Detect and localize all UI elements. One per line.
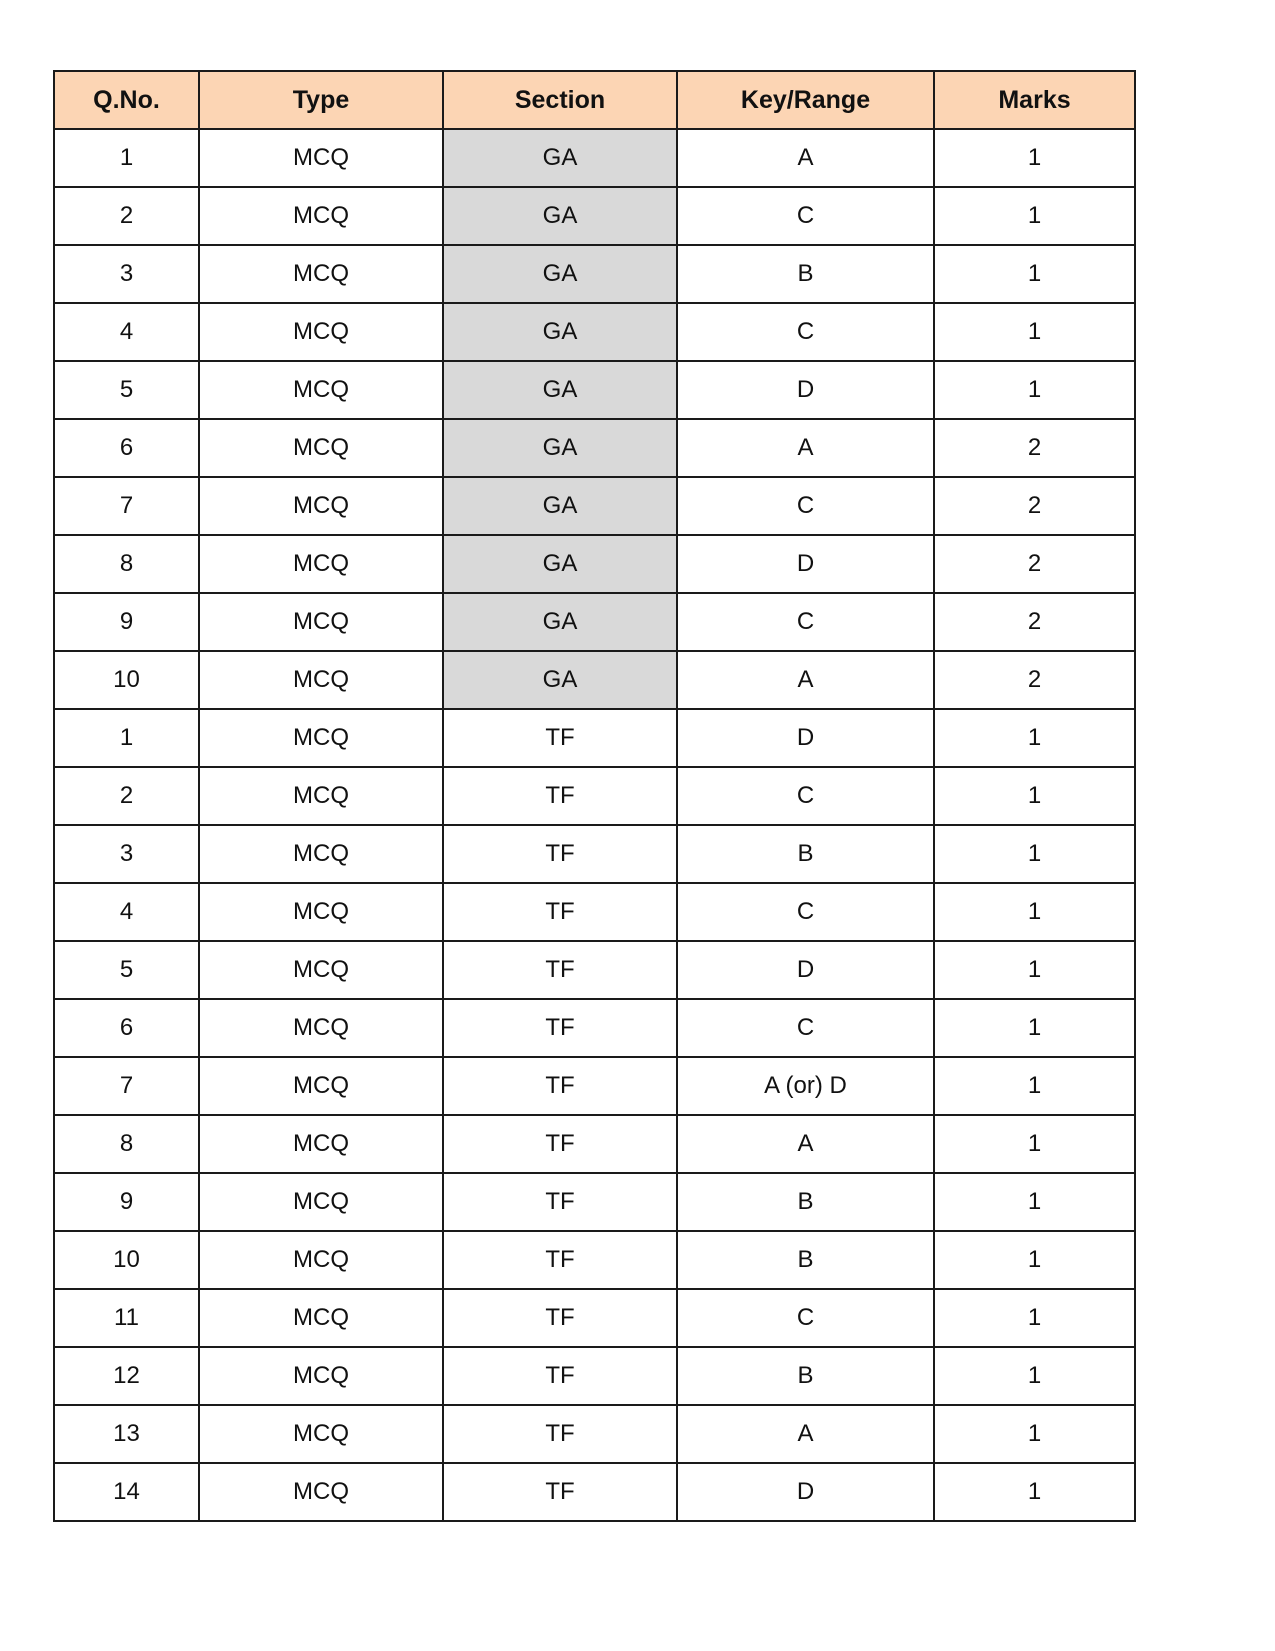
cell-marks: 1: [934, 1231, 1135, 1289]
cell-section: TF: [443, 1173, 677, 1231]
cell-section: GA: [443, 593, 677, 651]
cell-key-range: B: [677, 1231, 934, 1289]
table-body: [54, 129, 1135, 1521]
cell-section: TF: [443, 767, 677, 825]
table-row: [54, 1115, 1135, 1173]
cell-type: MCQ: [199, 303, 443, 361]
cell-qno: 8: [54, 535, 199, 593]
table-row: [54, 651, 1135, 709]
cell-qno: 5: [54, 941, 199, 999]
cell-key-range: C: [677, 593, 934, 651]
cell-type: MCQ: [199, 245, 443, 303]
cell-key-range: B: [677, 1347, 934, 1405]
cell-key-range: C: [677, 883, 934, 941]
cell-section: GA: [443, 535, 677, 593]
cell-section: GA: [443, 245, 677, 303]
cell-key-range: C: [677, 999, 934, 1057]
cell-key-range: A (or) D: [677, 1057, 934, 1115]
cell-qno: 7: [54, 477, 199, 535]
cell-section: TF: [443, 1115, 677, 1173]
table-row: [54, 1289, 1135, 1347]
cell-section: GA: [443, 303, 677, 361]
cell-key-range: C: [677, 1289, 934, 1347]
cell-marks: 1: [934, 999, 1135, 1057]
table-row: [54, 1463, 1135, 1521]
cell-qno: 8: [54, 1115, 199, 1173]
cell-type: MCQ: [199, 767, 443, 825]
table-row: [54, 245, 1135, 303]
cell-marks: 1: [934, 1057, 1135, 1115]
cell-type: MCQ: [199, 1463, 443, 1521]
table-row: [54, 767, 1135, 825]
cell-type: MCQ: [199, 1405, 443, 1463]
table-row: [54, 1347, 1135, 1405]
cell-marks: 1: [934, 129, 1135, 187]
cell-marks: 2: [934, 593, 1135, 651]
cell-section: TF: [443, 1463, 677, 1521]
cell-qno: 12: [54, 1347, 199, 1405]
cell-qno: 4: [54, 303, 199, 361]
cell-section: GA: [443, 651, 677, 709]
cell-type: MCQ: [199, 883, 443, 941]
cell-marks: 1: [934, 303, 1135, 361]
cell-marks: 1: [934, 825, 1135, 883]
table-row: [54, 1231, 1135, 1289]
cell-marks: 1: [934, 1115, 1135, 1173]
cell-key-range: B: [677, 1173, 934, 1231]
cell-qno: 1: [54, 709, 199, 767]
cell-marks: 1: [934, 1463, 1135, 1521]
table-row: [54, 709, 1135, 767]
cell-marks: 1: [934, 1347, 1135, 1405]
cell-type: MCQ: [199, 709, 443, 767]
cell-section: TF: [443, 1405, 677, 1463]
cell-marks: 2: [934, 419, 1135, 477]
table-row: [54, 361, 1135, 419]
cell-section: GA: [443, 419, 677, 477]
cell-qno: 11: [54, 1289, 199, 1347]
cell-type: MCQ: [199, 1347, 443, 1405]
cell-qno: 1: [54, 129, 199, 187]
cell-key-range: B: [677, 825, 934, 883]
cell-qno: 2: [54, 187, 199, 245]
cell-key-range: C: [677, 187, 934, 245]
cell-section: TF: [443, 941, 677, 999]
cell-marks: 1: [934, 1289, 1135, 1347]
table-row: [54, 535, 1135, 593]
table-row: [54, 1173, 1135, 1231]
cell-qno: 5: [54, 361, 199, 419]
cell-key-range: C: [677, 767, 934, 825]
cell-qno: 3: [54, 825, 199, 883]
header-marks: Marks: [934, 71, 1135, 129]
cell-section: TF: [443, 999, 677, 1057]
cell-section: TF: [443, 1347, 677, 1405]
table-row: [54, 593, 1135, 651]
cell-section: GA: [443, 477, 677, 535]
table-row: [54, 883, 1135, 941]
header-type: Type: [199, 71, 443, 129]
cell-key-range: D: [677, 709, 934, 767]
cell-qno: 4: [54, 883, 199, 941]
cell-section: TF: [443, 709, 677, 767]
cell-type: MCQ: [199, 1057, 443, 1115]
cell-marks: 2: [934, 535, 1135, 593]
cell-qno: 13: [54, 1405, 199, 1463]
cell-type: MCQ: [199, 651, 443, 709]
cell-qno: 10: [54, 651, 199, 709]
cell-marks: 1: [934, 767, 1135, 825]
cell-section: GA: [443, 361, 677, 419]
cell-type: MCQ: [199, 1289, 443, 1347]
cell-marks: 2: [934, 477, 1135, 535]
header-section: Section: [443, 71, 677, 129]
cell-type: MCQ: [199, 419, 443, 477]
cell-key-range: D: [677, 1463, 934, 1521]
cell-type: MCQ: [199, 1231, 443, 1289]
cell-marks: 1: [934, 883, 1135, 941]
table-row: [54, 187, 1135, 245]
cell-marks: 1: [934, 361, 1135, 419]
cell-type: MCQ: [199, 477, 443, 535]
cell-type: MCQ: [199, 129, 443, 187]
cell-qno: 6: [54, 999, 199, 1057]
cell-qno: 7: [54, 1057, 199, 1115]
table-row: [54, 941, 1135, 999]
header-qno: Q.No.: [54, 71, 199, 129]
cell-type: MCQ: [199, 999, 443, 1057]
cell-marks: 2: [934, 651, 1135, 709]
cell-section: GA: [443, 129, 677, 187]
table-row: [54, 419, 1135, 477]
cell-key-range: D: [677, 941, 934, 999]
table-header: [54, 71, 1135, 129]
cell-qno: 9: [54, 1173, 199, 1231]
cell-type: MCQ: [199, 941, 443, 999]
cell-marks: 1: [934, 1173, 1135, 1231]
cell-section: TF: [443, 825, 677, 883]
cell-marks: 1: [934, 941, 1135, 999]
cell-type: MCQ: [199, 1173, 443, 1231]
cell-key-range: D: [677, 361, 934, 419]
cell-qno: 14: [54, 1463, 199, 1521]
cell-key-range: A: [677, 1405, 934, 1463]
table-row: [54, 1405, 1135, 1463]
cell-key-range: C: [677, 303, 934, 361]
table-row: [54, 477, 1135, 535]
cell-type: MCQ: [199, 593, 443, 651]
table-row: [54, 1057, 1135, 1115]
cell-marks: 1: [934, 187, 1135, 245]
cell-key-range: B: [677, 245, 934, 303]
cell-type: MCQ: [199, 1115, 443, 1173]
cell-type: MCQ: [199, 825, 443, 883]
cell-type: MCQ: [199, 361, 443, 419]
table-row: [54, 999, 1135, 1057]
cell-key-range: A: [677, 419, 934, 477]
cell-key-range: A: [677, 1115, 934, 1173]
cell-section: TF: [443, 1289, 677, 1347]
cell-section: TF: [443, 1231, 677, 1289]
cell-section: TF: [443, 883, 677, 941]
cell-qno: 2: [54, 767, 199, 825]
cell-marks: 1: [934, 245, 1135, 303]
answer-key-table: [53, 70, 1136, 1522]
cell-marks: 1: [934, 1405, 1135, 1463]
cell-key-range: A: [677, 651, 934, 709]
table-row: [54, 825, 1135, 883]
cell-section: GA: [443, 187, 677, 245]
cell-type: MCQ: [199, 535, 443, 593]
cell-type: MCQ: [199, 187, 443, 245]
cell-key-range: C: [677, 477, 934, 535]
header-key-range: Key/Range: [677, 71, 934, 129]
cell-qno: 10: [54, 1231, 199, 1289]
cell-key-range: A: [677, 129, 934, 187]
cell-key-range: D: [677, 535, 934, 593]
cell-qno: 3: [54, 245, 199, 303]
table-row: [54, 303, 1135, 361]
cell-qno: 6: [54, 419, 199, 477]
cell-section: TF: [443, 1057, 677, 1115]
header-row: [54, 71, 1135, 129]
cell-marks: 1: [934, 709, 1135, 767]
table-row: [54, 129, 1135, 187]
cell-qno: 9: [54, 593, 199, 651]
